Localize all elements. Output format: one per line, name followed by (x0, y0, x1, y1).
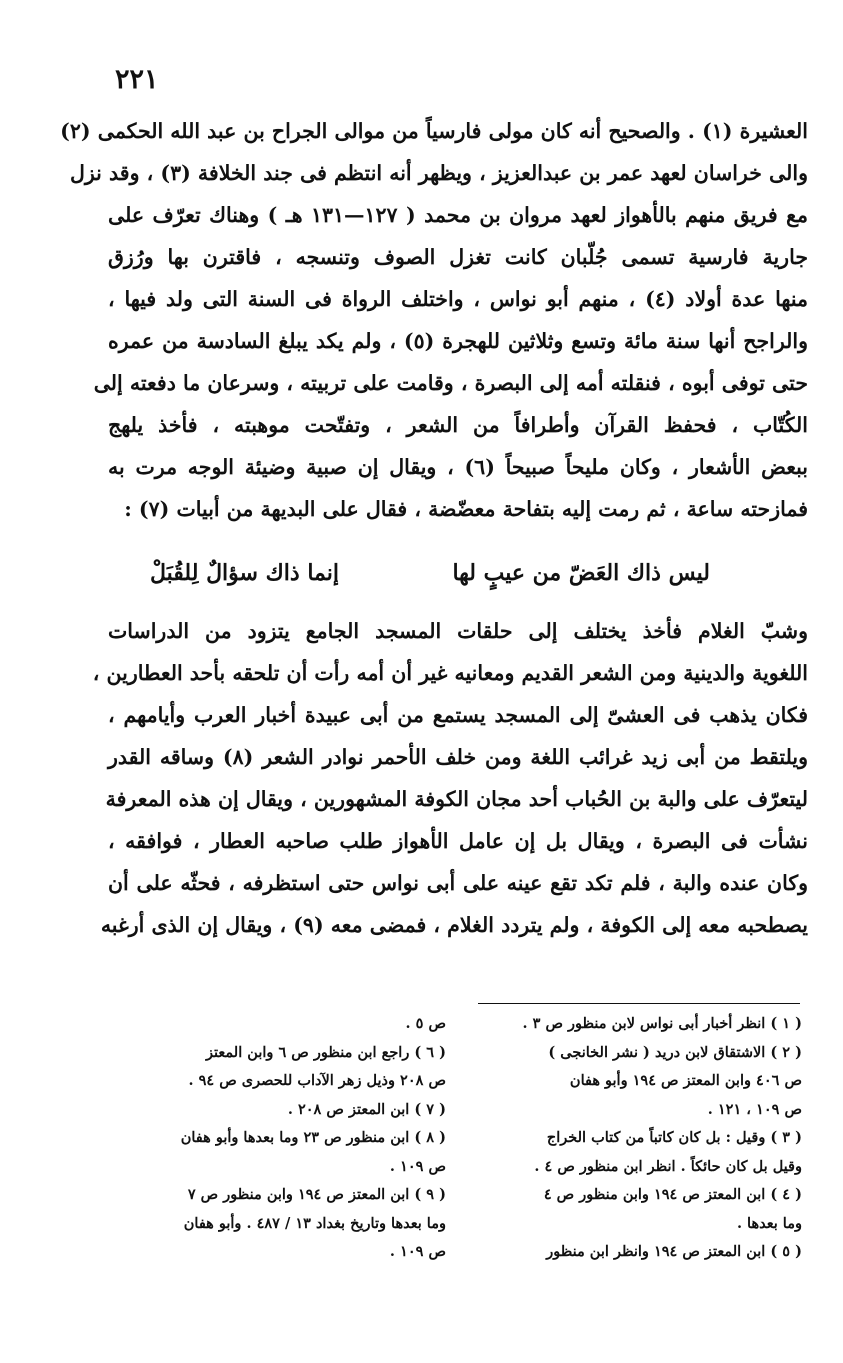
footnote-line: ص ٢٠٨ وذيل زهر الآداب للحصرى ص ٩٤ . (188, 1072, 446, 1089)
text-line: والى خراسان لعهد عمر بن عبدالعزيز ، ويظهر أنه انتظم فى جند الخلافة (٣) ، وقد نزل (69, 161, 808, 185)
footnote-line: ( ٦ ) راجع ابن منظور ص ٦ وابن المعتز (206, 1043, 446, 1061)
footnote-line: ص ١٠٩ ، ١٢١ . (707, 1100, 802, 1118)
footnote-divider (478, 1003, 800, 1004)
footnote-line: ( ٣ ) وقيل : بل كان كاتباً من كتاب الخراج (546, 1129, 802, 1146)
footnote-line: ص ١٠٩ . (389, 1157, 446, 1175)
footnote-line: وقيل بل كان حائكاً . انظر ابن منظور ص ٤ . (534, 1157, 802, 1175)
footnote-line: ( ٩ ) ابن المعتز ص ١٩٤ وابن منظور ص ٧ (187, 1186, 446, 1203)
footnote-line: وما بعدها . (736, 1214, 802, 1232)
footnote-line: ( ٥ ) ابن المعتز ص ١٩٤ وانظر ابن منظور (546, 1243, 802, 1260)
footnote-line: ص ٥ . (405, 1015, 446, 1032)
text-line: فمازحته ساعة ، ثم رمت إليه بتفاحة معضّضة ، فقال على البديهة من أبيات (٧) : (124, 497, 808, 521)
footnotes-left-column (112, 1010, 446, 1267)
text-line: مع فريق منهم بالأهواز لعهد مروان بن محمد ( ١٢٧—١٣١ هـ ) وهناك تعرّف على (108, 203, 808, 227)
verse-first-hemistich: ليس ذاك العَضّ من عيبٍ لها (452, 560, 710, 586)
poem-verse (150, 550, 710, 596)
text-line: يصطحبه معه إلى الكوفة ، ولم يتردد الغلام ، فمضى معه (٩) ، ويقال إن الذى أرغبه (100, 913, 808, 937)
text-line: وشبّ الغلام فأخذ يختلف إلى حلقات المسجد الجامع يتزود من الدراسات (108, 619, 808, 643)
text-line: اللغوية والدينية ومن الشعر القديم ومعانيه غير أن أمه رأت أن تلحقه بأحد العطارين ، (92, 661, 808, 685)
text-line: والراجح أنها سنة مائة وتسع وثلاثين للهجرة (٥) ، ولم يكد يبلغ السادسة من عمره (108, 329, 808, 353)
footnote-line: ( ١ ) انظر أخبار أبى نواس لابن منظور ص ٣ . (522, 1015, 802, 1032)
text-line: نشأت فى البصرة ، ويقال بل إن عامل الأهواز طلب صاحبه العطار ، فوافقه ، (108, 829, 808, 853)
verse-second-hemistich: إنما ذاك سؤالٌ لِلقُبَلْ (150, 560, 339, 586)
text-line: وكان عنده والبة ، فلم تكد تقع عينه على أبى نواس حتى استظرفه ، فحثّه على أن (108, 871, 808, 895)
text-line: ويلتقط من أبى زيد غرائب اللغة ومن خلف الأحمر نوادر الشعر (٨) وساقه القدر (108, 745, 808, 769)
footnote-line: ( ٨ ) ابن منظور ص ٢٣ وما بعدها وأبو هفان (180, 1129, 446, 1146)
text-line: جارية فارسية تسمى جُلّبان كانت تغزل الصوف وتنسجه ، فاقترن بها ورُزق (108, 245, 808, 269)
paragraph-1 (60, 110, 808, 530)
footnote-line: ص ٤٠٦ وابن المعتز ص ١٩٤ وأبو هفان (569, 1072, 802, 1089)
text-line: فكان يذهب فى العشىّ إلى المسجد يستمع من أبى عبيدة أخبار العرب وأيامهم ، (108, 703, 808, 727)
text-line: حتى توفى أبوه ، فنقلته أمه إلى البصرة ، وقامت على تربيته ، وسرعان ما دفعته إلى (93, 371, 808, 395)
footnote-line: وما بعدها وتاريخ بغداد ١٣ / ٤٨٧ . وأبو هفان (183, 1214, 446, 1232)
paragraph-2 (92, 610, 808, 946)
page-number: ٢٢١ (115, 64, 159, 95)
text-line: منها عدة أولاد (٤) ، منهم أبو نواس ، واختلف الرواة فى السنة التى ولد فيها ، (108, 287, 808, 311)
text-line: ببعض الأشعار ، وكان مليحاً صبيحاً (٦) ، ويقال إن صبية وضيئة الوجه مرت به (108, 455, 808, 479)
footnote-line: ( ٤ ) ابن المعتز ص ١٩٤ وابن منظور ص ٤ (543, 1186, 802, 1203)
footnotes-right-column (472, 1010, 802, 1267)
footnote-line: ( ٢ ) الاشتقاق لابن دريد ( نشر الخانجى ) (548, 1043, 802, 1061)
text-line: العشيرة (١) . والصحيح أنه كان مولى فارسياً من موالى الجراح بن عبد الله الحكمى (٢) (60, 119, 808, 143)
footnote-line: ص ١٠٩ . (389, 1243, 446, 1260)
footnote-line: ( ٧ ) ابن المعتز ص ٢٠٨ . (287, 1100, 446, 1118)
text-line: الكُتّاب ، فحفظ القرآن وأطرافاً من الشعر ، وتفتّحت موهبته ، فأخذ يلهج (108, 413, 808, 437)
text-line: ليتعرّف على والبة بن الحُباب أحد مجان الكوفة المشهورين ، ويقال إن هذه المعرفة (105, 787, 808, 811)
